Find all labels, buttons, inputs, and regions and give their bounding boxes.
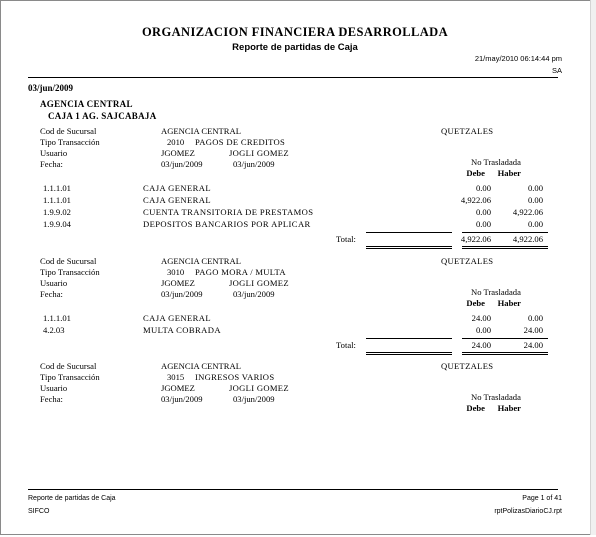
no-trasladada-label: No Trasladada xyxy=(471,287,521,297)
report-user: SA xyxy=(551,66,562,75)
tipo-name: INGRESOS VARIOS xyxy=(195,372,275,382)
fecha-2: 03/jun/2009 xyxy=(233,159,275,169)
label-tipo-transaccion: Tipo Transacción xyxy=(40,137,100,147)
label-tipo-transaccion: Tipo Transacción xyxy=(40,267,100,277)
total-haber-rule-top xyxy=(462,232,548,233)
header-rule xyxy=(28,77,558,78)
total-haber: 24.00 xyxy=(523,340,543,350)
debe-amount: 0.00 xyxy=(475,183,491,193)
haber-amount: 4,922.06 xyxy=(512,207,543,217)
label-fecha: Fecha: xyxy=(40,394,63,404)
account-code: 4.2.03 xyxy=(43,325,65,335)
no-trasladada-label: No Trasladada xyxy=(471,157,521,167)
label-cod-sucursal: Cod de Sucursal xyxy=(40,126,97,136)
total-haber: 4,922.06 xyxy=(512,234,543,244)
haber-amount: 0.00 xyxy=(527,195,543,205)
debe-amount: 0.00 xyxy=(475,207,491,217)
caja-name: CAJA 1 AG. SAJCABAJA xyxy=(48,111,157,121)
footer-file: rptPolizasDiarioCJ.rpt xyxy=(494,508,562,515)
currency-label: QUETZALES xyxy=(441,361,494,371)
user-code: JGOMEZ xyxy=(161,383,195,393)
debe-amount: 0.00 xyxy=(475,325,491,335)
total-debe-rule-top xyxy=(366,338,452,339)
account-desc: CUENTA TRANSITORIA DE PRESTAMOS xyxy=(143,207,314,217)
label-tipo-transaccion: Tipo Transacción xyxy=(40,372,100,382)
debe-header: Debe xyxy=(466,168,485,178)
tipo-code: 3015 xyxy=(167,372,185,382)
account-desc: CAJA GENERAL xyxy=(143,195,212,205)
page-indicator: Page 1 of 41 xyxy=(522,495,562,502)
account-code: 1.1.1.01 xyxy=(43,195,71,205)
sucursal-value: AGENCIA CENTRAL xyxy=(161,361,241,371)
report-title: Reporte de partidas de Caja xyxy=(232,42,358,53)
total-debe-rule-top xyxy=(366,232,452,233)
haber-header: Haber xyxy=(497,168,521,178)
total-label: Total: xyxy=(336,234,356,244)
fecha-1: 03/jun/2009 xyxy=(161,289,203,299)
label-usuario: Usuario xyxy=(40,148,68,158)
debe-amount: 24.00 xyxy=(471,313,491,323)
org-title: ORGANIZACION FINANCIERA DESARROLLADA xyxy=(141,25,449,39)
account-desc: CAJA GENERAL xyxy=(143,183,212,193)
account-code: 1.9.9.02 xyxy=(43,207,71,217)
account-desc: CAJA GENERAL xyxy=(143,313,212,323)
debe-header: Debe xyxy=(466,298,485,308)
tipo-code: 2010 xyxy=(167,137,185,147)
user-code: JGOMEZ xyxy=(161,148,195,158)
haber-amount: 0.00 xyxy=(527,219,543,229)
label-fecha: Fecha: xyxy=(40,289,63,299)
account-desc: MULTA COBRADA xyxy=(143,325,221,335)
total-label: Total: xyxy=(336,340,356,350)
agency-name: AGENCIA CENTRAL xyxy=(40,99,133,109)
user-name: JOGLI GOMEZ xyxy=(229,383,289,393)
footer-rule xyxy=(28,489,558,490)
total-haber-rule-bottom xyxy=(462,352,548,355)
account-desc: DEPOSITOS BANCARIOS POR APLICAR xyxy=(143,219,311,229)
debe-amount: 0.00 xyxy=(475,219,491,229)
currency-label: QUETZALES xyxy=(441,126,494,136)
footer-report-name: Reporte de partidas de Caja xyxy=(28,495,116,502)
total-debe: 24.00 xyxy=(471,340,491,350)
label-usuario: Usuario xyxy=(40,278,68,288)
debe-amount: 4,922.06 xyxy=(460,195,491,205)
fecha-2: 03/jun/2009 xyxy=(233,289,275,299)
tipo-code: 3010 xyxy=(167,267,185,277)
sucursal-value: AGENCIA CENTRAL xyxy=(161,126,241,136)
report-datetime: 21/may/2010 06:14:44 pm xyxy=(474,54,562,63)
debe-header: Debe xyxy=(466,403,485,413)
currency-label: QUETZALES xyxy=(441,256,494,266)
fecha-1: 03/jun/2009 xyxy=(161,159,203,169)
haber-header: Haber xyxy=(497,403,521,413)
total-debe: 4,922.06 xyxy=(460,234,491,244)
user-name: JOGLI GOMEZ xyxy=(229,278,289,288)
label-fecha: Fecha: xyxy=(40,159,63,169)
user-code: JGOMEZ xyxy=(161,278,195,288)
date-group: 03/jun/2009 xyxy=(28,83,74,93)
total-haber-rule-top xyxy=(462,338,548,339)
no-trasladada-label: No Trasladada xyxy=(471,392,521,402)
haber-amount: 24.00 xyxy=(523,325,543,335)
haber-header: Haber xyxy=(497,298,521,308)
fecha-2: 03/jun/2009 xyxy=(233,394,275,404)
label-cod-sucursal: Cod de Sucursal xyxy=(40,256,97,266)
account-code: 1.9.9.04 xyxy=(43,219,71,229)
label-usuario: Usuario xyxy=(40,383,68,393)
total-haber-rule-bottom xyxy=(462,246,548,249)
user-name: JOGLI GOMEZ xyxy=(229,148,289,158)
account-code: 1.1.1.01 xyxy=(43,183,71,193)
account-code: 1.1.1.01 xyxy=(43,313,71,323)
total-debe-rule-bottom xyxy=(366,352,452,355)
haber-amount: 0.00 xyxy=(527,313,543,323)
tipo-name: PAGOS DE CREDITOS xyxy=(195,137,286,147)
haber-amount: 0.00 xyxy=(527,183,543,193)
sucursal-value: AGENCIA CENTRAL xyxy=(161,256,241,266)
footer-system: SIFCO xyxy=(28,508,50,515)
tipo-name: PAGO MORA / MULTA xyxy=(195,267,286,277)
label-cod-sucursal: Cod de Sucursal xyxy=(40,361,97,371)
vertical-scrollbar[interactable] xyxy=(590,0,596,535)
fecha-1: 03/jun/2009 xyxy=(161,394,203,404)
total-debe-rule-bottom xyxy=(366,246,452,249)
